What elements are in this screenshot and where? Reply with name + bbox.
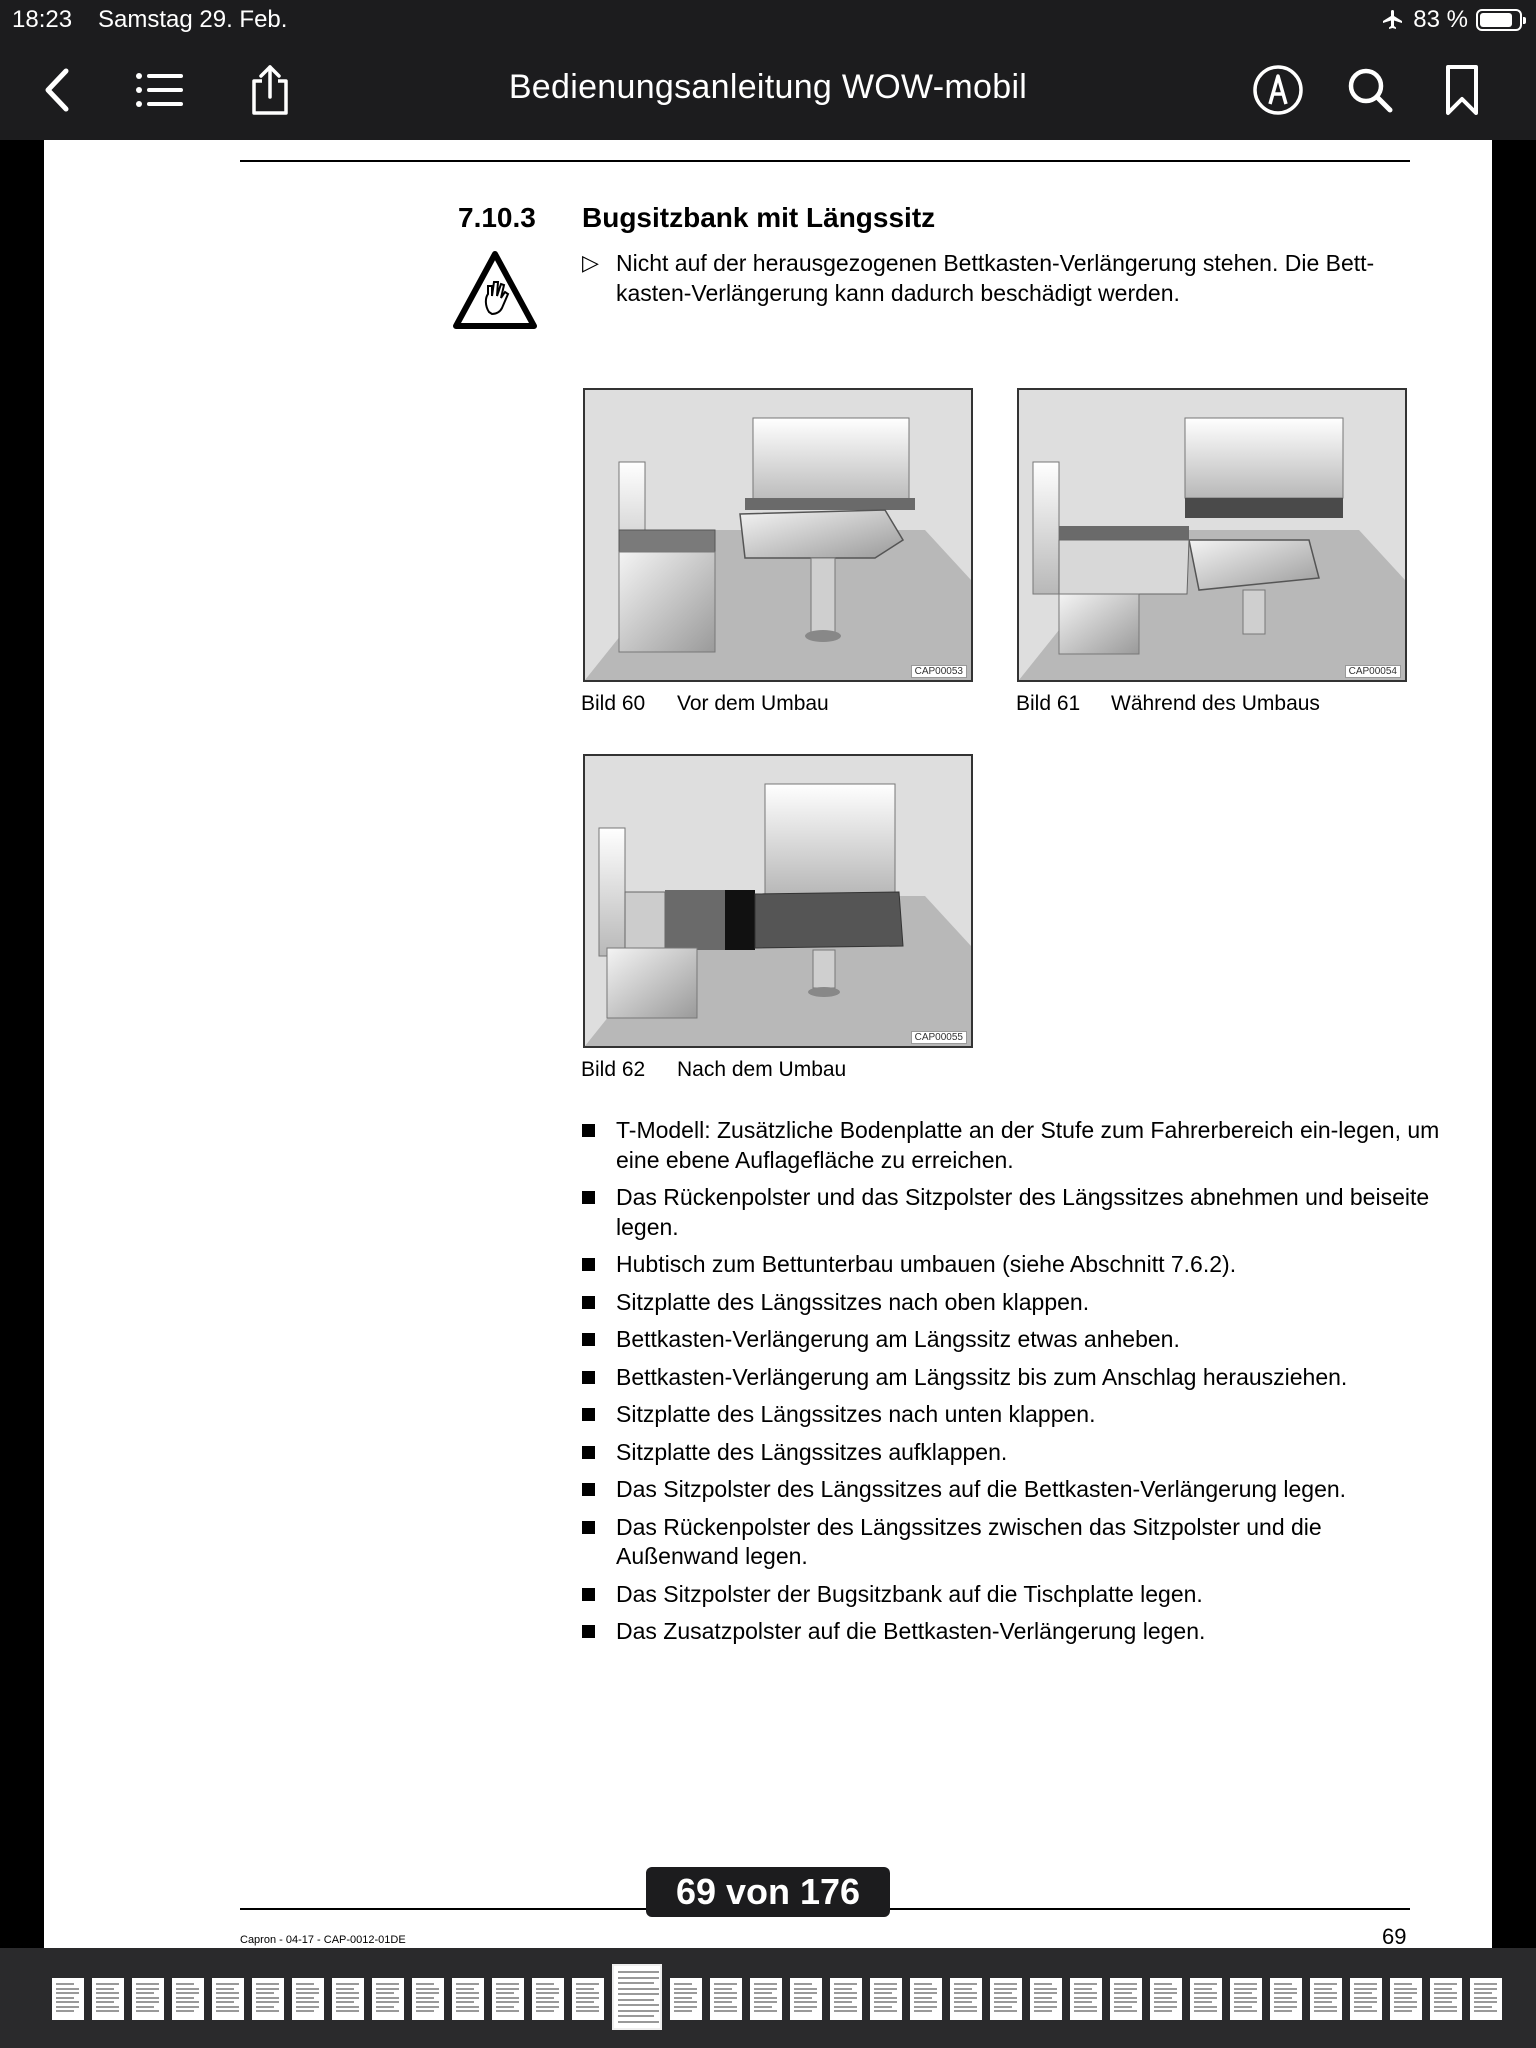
section-title: Bugsitzbank mit Längssitz xyxy=(582,202,936,233)
page-thumbnail[interactable] xyxy=(132,1978,164,2020)
list-item-text: Hubtisch zum Bettunterbau umbauen (siehe Abschnitt 7.6.2). xyxy=(616,1251,1237,1277)
page-thumbnail[interactable] xyxy=(1430,1978,1462,2020)
page-thumbnail[interactable] xyxy=(1310,1978,1342,2020)
page-thumbnail[interactable] xyxy=(452,1978,484,2020)
figure-60-caption xyxy=(581,692,829,716)
footer-page-number: 69 xyxy=(1382,1924,1407,1948)
list-item-text: T-Modell: Zusätzliche Bodenplatte an der Stufe zum Fahrerbereich ein-legen, um eine ebene Auflagefläche zu erreichen. xyxy=(616,1117,1440,1173)
list-item-text: Das Sitzpolster des Längssitzes auf die Bettkasten-Verlängerung legen. xyxy=(616,1476,1347,1502)
instruction-list xyxy=(582,1116,1442,1655)
page-thumbnail[interactable] xyxy=(172,1978,204,2020)
list-item-text: Bettkasten-Verlängerung am Längssitz etwas anheben. xyxy=(616,1326,1180,1352)
page-thumbnail[interactable] xyxy=(1350,1978,1382,2020)
page-thumbnail[interactable] xyxy=(950,1978,982,2020)
figure-code: CAP00053 xyxy=(911,665,967,678)
page-thumbnail[interactable] xyxy=(252,1978,284,2020)
list-item-text: Sitzplatte des Längssitzes aufklappen. xyxy=(616,1438,1008,1465)
list-item-text: Das Zusatzpolster auf die Bettkasten-Verlängerung legen. xyxy=(616,1618,1206,1644)
list-item xyxy=(582,1116,1442,1175)
list-item xyxy=(582,1250,1442,1280)
status-time: 18:23 xyxy=(12,6,73,33)
page-thumbnail[interactable] xyxy=(532,1978,564,2020)
page-thumbnail[interactable] xyxy=(572,1978,604,2020)
page-thumbnail[interactable] xyxy=(52,1978,84,2020)
list-item-text: Das Rückenpolster und das Sitzpolster des Längssitzes abnehmen und beiseite legen. xyxy=(616,1184,1430,1240)
page-thumbnail[interactable] xyxy=(212,1978,244,2020)
pdf-page[interactable] xyxy=(44,140,1492,1948)
page-thumbnail[interactable] xyxy=(1150,1978,1182,2020)
status-bar xyxy=(0,0,1536,40)
list-item xyxy=(582,1438,1442,1468)
battery-icon xyxy=(1476,9,1522,31)
toolbar xyxy=(0,40,1536,140)
page-thumbnail-current[interactable] xyxy=(612,1964,662,2030)
page-thumbnail[interactable] xyxy=(92,1978,124,2020)
list-item xyxy=(582,1617,1442,1647)
page-thumbnail[interactable] xyxy=(1110,1978,1142,2020)
page-thumbnail[interactable] xyxy=(870,1978,902,2020)
page-thumbnail[interactable] xyxy=(372,1978,404,2020)
figure-code: CAP00055 xyxy=(911,1031,967,1044)
page-thumbnail[interactable] xyxy=(1030,1978,1062,2020)
page-thumbnail[interactable] xyxy=(1470,1978,1502,2020)
figure-caption-text: Nach dem Umbau xyxy=(677,1058,847,1081)
header-rule xyxy=(240,160,1410,162)
figure-caption-text: Während des Umbaus xyxy=(1111,692,1320,715)
figure-61-image xyxy=(1017,388,1407,682)
figure-label: Bild 61 xyxy=(1016,692,1081,715)
list-item xyxy=(582,1363,1442,1393)
figure-label: Bild 60 xyxy=(581,692,646,715)
page-thumbnail[interactable] xyxy=(830,1978,862,2020)
figure-60-image xyxy=(583,388,973,682)
page-thumbnail[interactable] xyxy=(790,1978,822,2020)
page-thumbnail[interactable] xyxy=(1070,1978,1102,2020)
figure-62-image xyxy=(583,754,973,1048)
bookmark-icon[interactable] xyxy=(1432,60,1492,120)
warning-hand-icon xyxy=(452,250,538,330)
page-thumbnail[interactable] xyxy=(910,1978,942,2020)
page-thumbnail[interactable] xyxy=(1390,1978,1422,2020)
list-item-text: Das Sitzpolster der Bugsitzbank auf die Tischplatte legen. xyxy=(616,1580,1203,1607)
figure-label: Bild 62 xyxy=(581,1058,646,1081)
page-thumbnail[interactable] xyxy=(1270,1978,1302,2020)
page-thumbnail[interactable] xyxy=(670,1978,702,2020)
figure-caption-text: Vor dem Umbau xyxy=(677,692,829,715)
page-counter: 69 von 176 xyxy=(646,1867,890,1917)
figure-code: CAP00054 xyxy=(1345,665,1401,678)
list-item xyxy=(582,1400,1442,1430)
warning-marker: ▷ xyxy=(582,250,599,275)
page-thumbnail[interactable] xyxy=(492,1978,524,2020)
list-item xyxy=(582,1475,1442,1505)
warning-text: Nicht auf der herausgezogenen Bettkasten-Verlängerung stehen. Die Bett-kasten-Verlängerung kann dadurch beschädigt werden. xyxy=(616,250,1375,306)
list-item xyxy=(582,1580,1442,1610)
list-item-text: Sitzplatte des Längssitzes nach oben klappen. xyxy=(616,1288,1090,1315)
page-thumbnail[interactable] xyxy=(710,1978,742,2020)
list-item-text: Sitzplatte des Längssitzes nach unten klappen. xyxy=(616,1401,1096,1427)
search-icon[interactable] xyxy=(1340,60,1400,120)
page-thumbnail[interactable] xyxy=(750,1978,782,2020)
battery-percent: 83 % xyxy=(1413,6,1468,33)
list-item xyxy=(582,1325,1442,1355)
page-thumbnail[interactable] xyxy=(332,1978,364,2020)
figure-61-caption xyxy=(1016,692,1320,716)
status-date: Samstag 29. Feb. xyxy=(98,6,288,33)
page-thumbnail[interactable] xyxy=(412,1978,444,2020)
list-item xyxy=(582,1183,1442,1242)
list-item-text: Bettkasten-Verlängerung am Längssitz bis zum Anschlag herausziehen. xyxy=(616,1363,1348,1390)
list-item xyxy=(582,1288,1442,1318)
airplane-icon xyxy=(1381,8,1405,32)
page-thumbnail[interactable] xyxy=(1190,1978,1222,2020)
markup-pen-icon[interactable] xyxy=(1248,60,1308,120)
document-title: Bedienungsanleitung WOW-mobil xyxy=(508,68,1028,106)
page-thumbnail[interactable] xyxy=(292,1978,324,2020)
page-thumbnail[interactable] xyxy=(990,1978,1022,2020)
list-item-text: Das Rückenpolster des Längssitzes zwischen das Sitzpolster und die Außenwand legen. xyxy=(616,1513,1322,1569)
figure-62-caption xyxy=(581,1058,847,1082)
page-thumbnail[interactable] xyxy=(1230,1978,1262,2020)
list-item xyxy=(582,1513,1442,1572)
section-number: 7.10.3 xyxy=(458,202,536,233)
thumbnail-strip[interactable] xyxy=(0,1948,1536,2048)
footer-document-id: Capron - 04-17 - CAP-0012-01DE xyxy=(240,1934,406,1946)
